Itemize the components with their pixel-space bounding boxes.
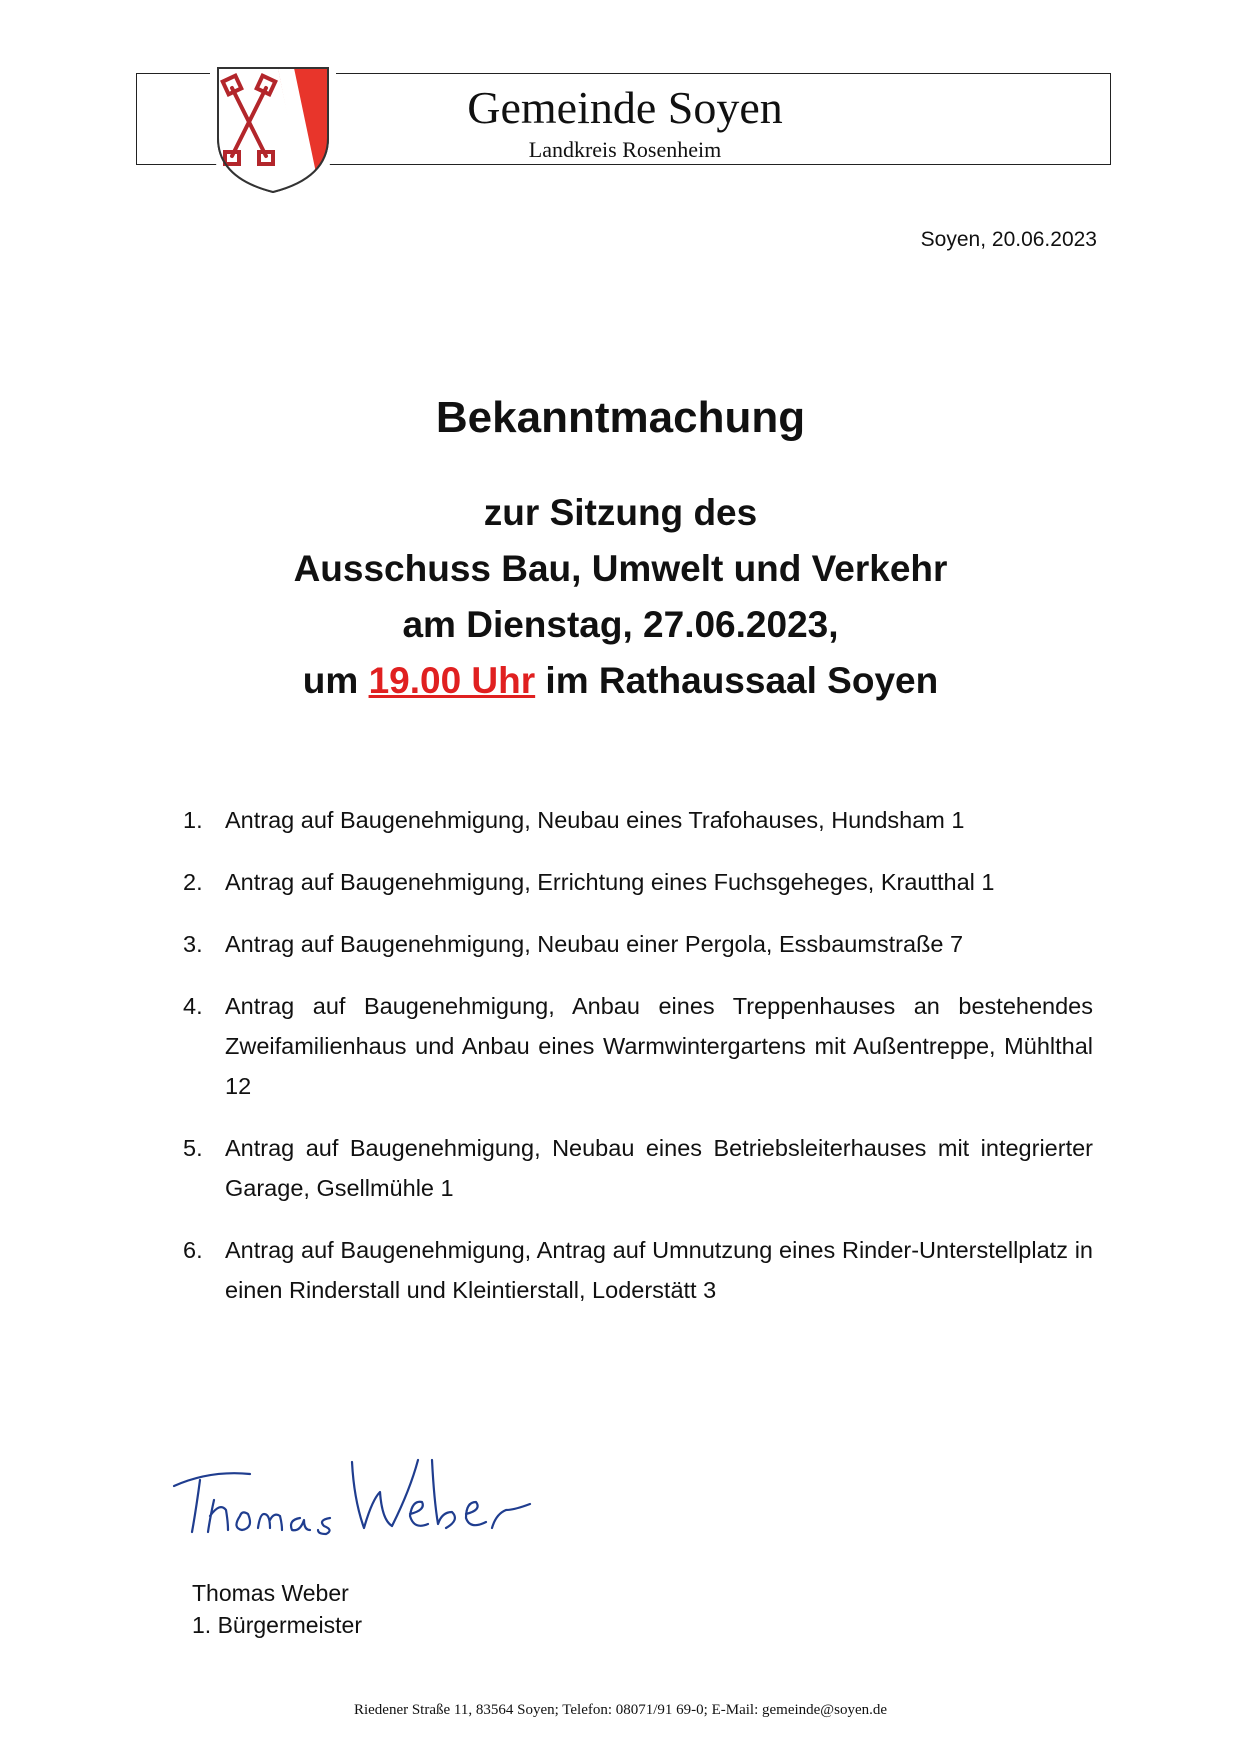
agenda-item-text: Antrag auf Baugenehmigung, Errichtung eines Fuchsgeheges, Krautthal 1	[225, 869, 995, 895]
agenda-item-number: 5.	[183, 1135, 203, 1161]
agenda-item	[183, 862, 1093, 902]
agenda-item	[183, 1230, 1093, 1310]
meeting-time: 19.00 Uhr	[368, 660, 536, 701]
agenda-item	[183, 924, 1093, 964]
agenda-item-number: 3.	[183, 931, 203, 957]
meeting-details	[0, 485, 1241, 709]
municipality-name: Gemeinde Soyen	[467, 82, 783, 133]
agenda-item-text: Antrag auf Baugenehmigung, Neubau eines Betriebsleiterhauses mit integrierter Garage, Gsellmühle 1	[225, 1135, 1093, 1201]
footer-contact: Riedener Straße 11, 83564 Soyen; Telefon: 08071/91 69-0; E-Mail: gemeinde@soyen.de	[353, 1702, 888, 1718]
agenda-item-number: 2.	[183, 869, 203, 895]
agenda-item	[183, 986, 1093, 1106]
meeting-intro: zur Sitzung des	[483, 492, 758, 533]
meeting-date: am Dienstag, 27.06.2023,	[402, 604, 839, 645]
agenda-item-text: Antrag auf Baugenehmigung, Neubau eines Trafohauses, Hundsham 1	[225, 807, 965, 833]
agenda-item-number: 1.	[183, 807, 203, 833]
committee-name: Ausschuss Bau, Umwelt und Verkehr	[293, 548, 948, 589]
document-title: Bekanntmachung	[435, 393, 806, 442]
meeting-location: im Rathaussaal Soyen	[535, 660, 939, 701]
document-date: Soyen, 20.06.2023	[920, 228, 1097, 251]
time-prefix: um	[302, 660, 369, 701]
agenda-item	[183, 800, 1093, 840]
agenda-item-text: Antrag auf Baugenehmigung, Neubau einer Pergola, Essbaumstraße 7	[225, 931, 964, 957]
agenda-item-number: 6.	[183, 1237, 203, 1263]
agenda-item-text: Antrag auf Baugenehmigung, Antrag auf Umnutzung eines Rinder-Unterstellplatz in einen Rinderstall und Kleintierstall, Loderstätt 3	[225, 1237, 1093, 1303]
district-name: Landkreis Rosenheim	[528, 137, 722, 162]
signer-name: Thomas Weber	[192, 1580, 349, 1606]
coat-of-arms-crossed-keys-icon	[208, 60, 338, 200]
agenda-list	[183, 800, 1093, 1332]
agenda-item-text: Antrag auf Baugenehmigung, Anbau eines Treppenhauses an bestehendes Zweifamilienhaus und Anbau eines Warmwintergartens mit Außentreppe, Mühlthal 12	[225, 993, 1093, 1099]
agenda-item	[183, 1128, 1093, 1208]
agenda-item-number: 4.	[183, 993, 203, 1019]
signer-role: 1. Bürgermeister	[192, 1612, 363, 1638]
meeting-time-location	[0, 653, 1241, 709]
handwritten-signature	[170, 1440, 540, 1550]
